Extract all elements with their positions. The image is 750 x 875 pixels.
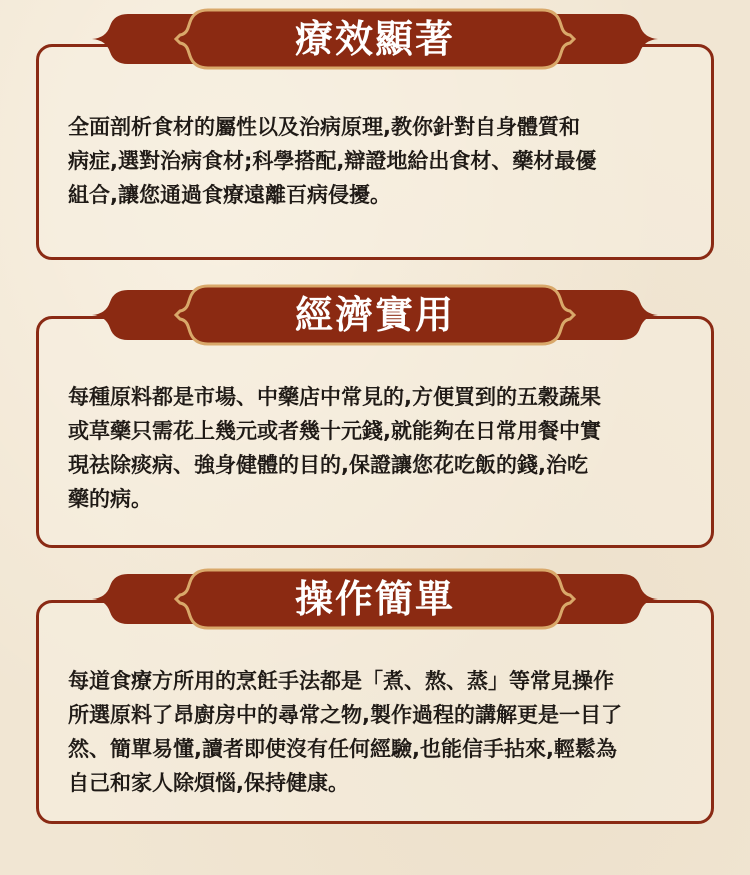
section-description: 每種原料都是市場、中藥店中常見的,方便買到的五穀蔬果 或草藥只需花上幾元或者幾十元錢,就能夠在日常用餐中實 現祛除痰病、強身健體的目的,保證讓您花吃飯的錢,治吃 藥的病。	[68, 385, 601, 511]
section-title: 操作簡單	[294, 577, 455, 621]
section-description: 每道食療方所用的烹飪手法都是「煮、熬、蒸」等常見操作 所選原料了昂廚房中的尋常之物,製作過程的講解更是一目了 然、簡單易懂,讀者即使沒有任何經驗,也能信手拈來,輕鬆為 自己和家人除煩惱,保持健康。	[68, 669, 622, 795]
section-title: 經濟實用	[294, 293, 455, 337]
section-banner	[88, 568, 662, 630]
section-banner	[88, 8, 662, 70]
section-banner	[88, 284, 662, 346]
section-description: 全面剖析食材的屬性以及治病原理,教你針對自身體質和 病症,選對治病食材;科學搭配,辯證地給出食材、藥材最優 組合,讓您通過食療遠離百病侵擾。	[68, 115, 597, 207]
section-title: 療效顯著	[294, 17, 455, 61]
